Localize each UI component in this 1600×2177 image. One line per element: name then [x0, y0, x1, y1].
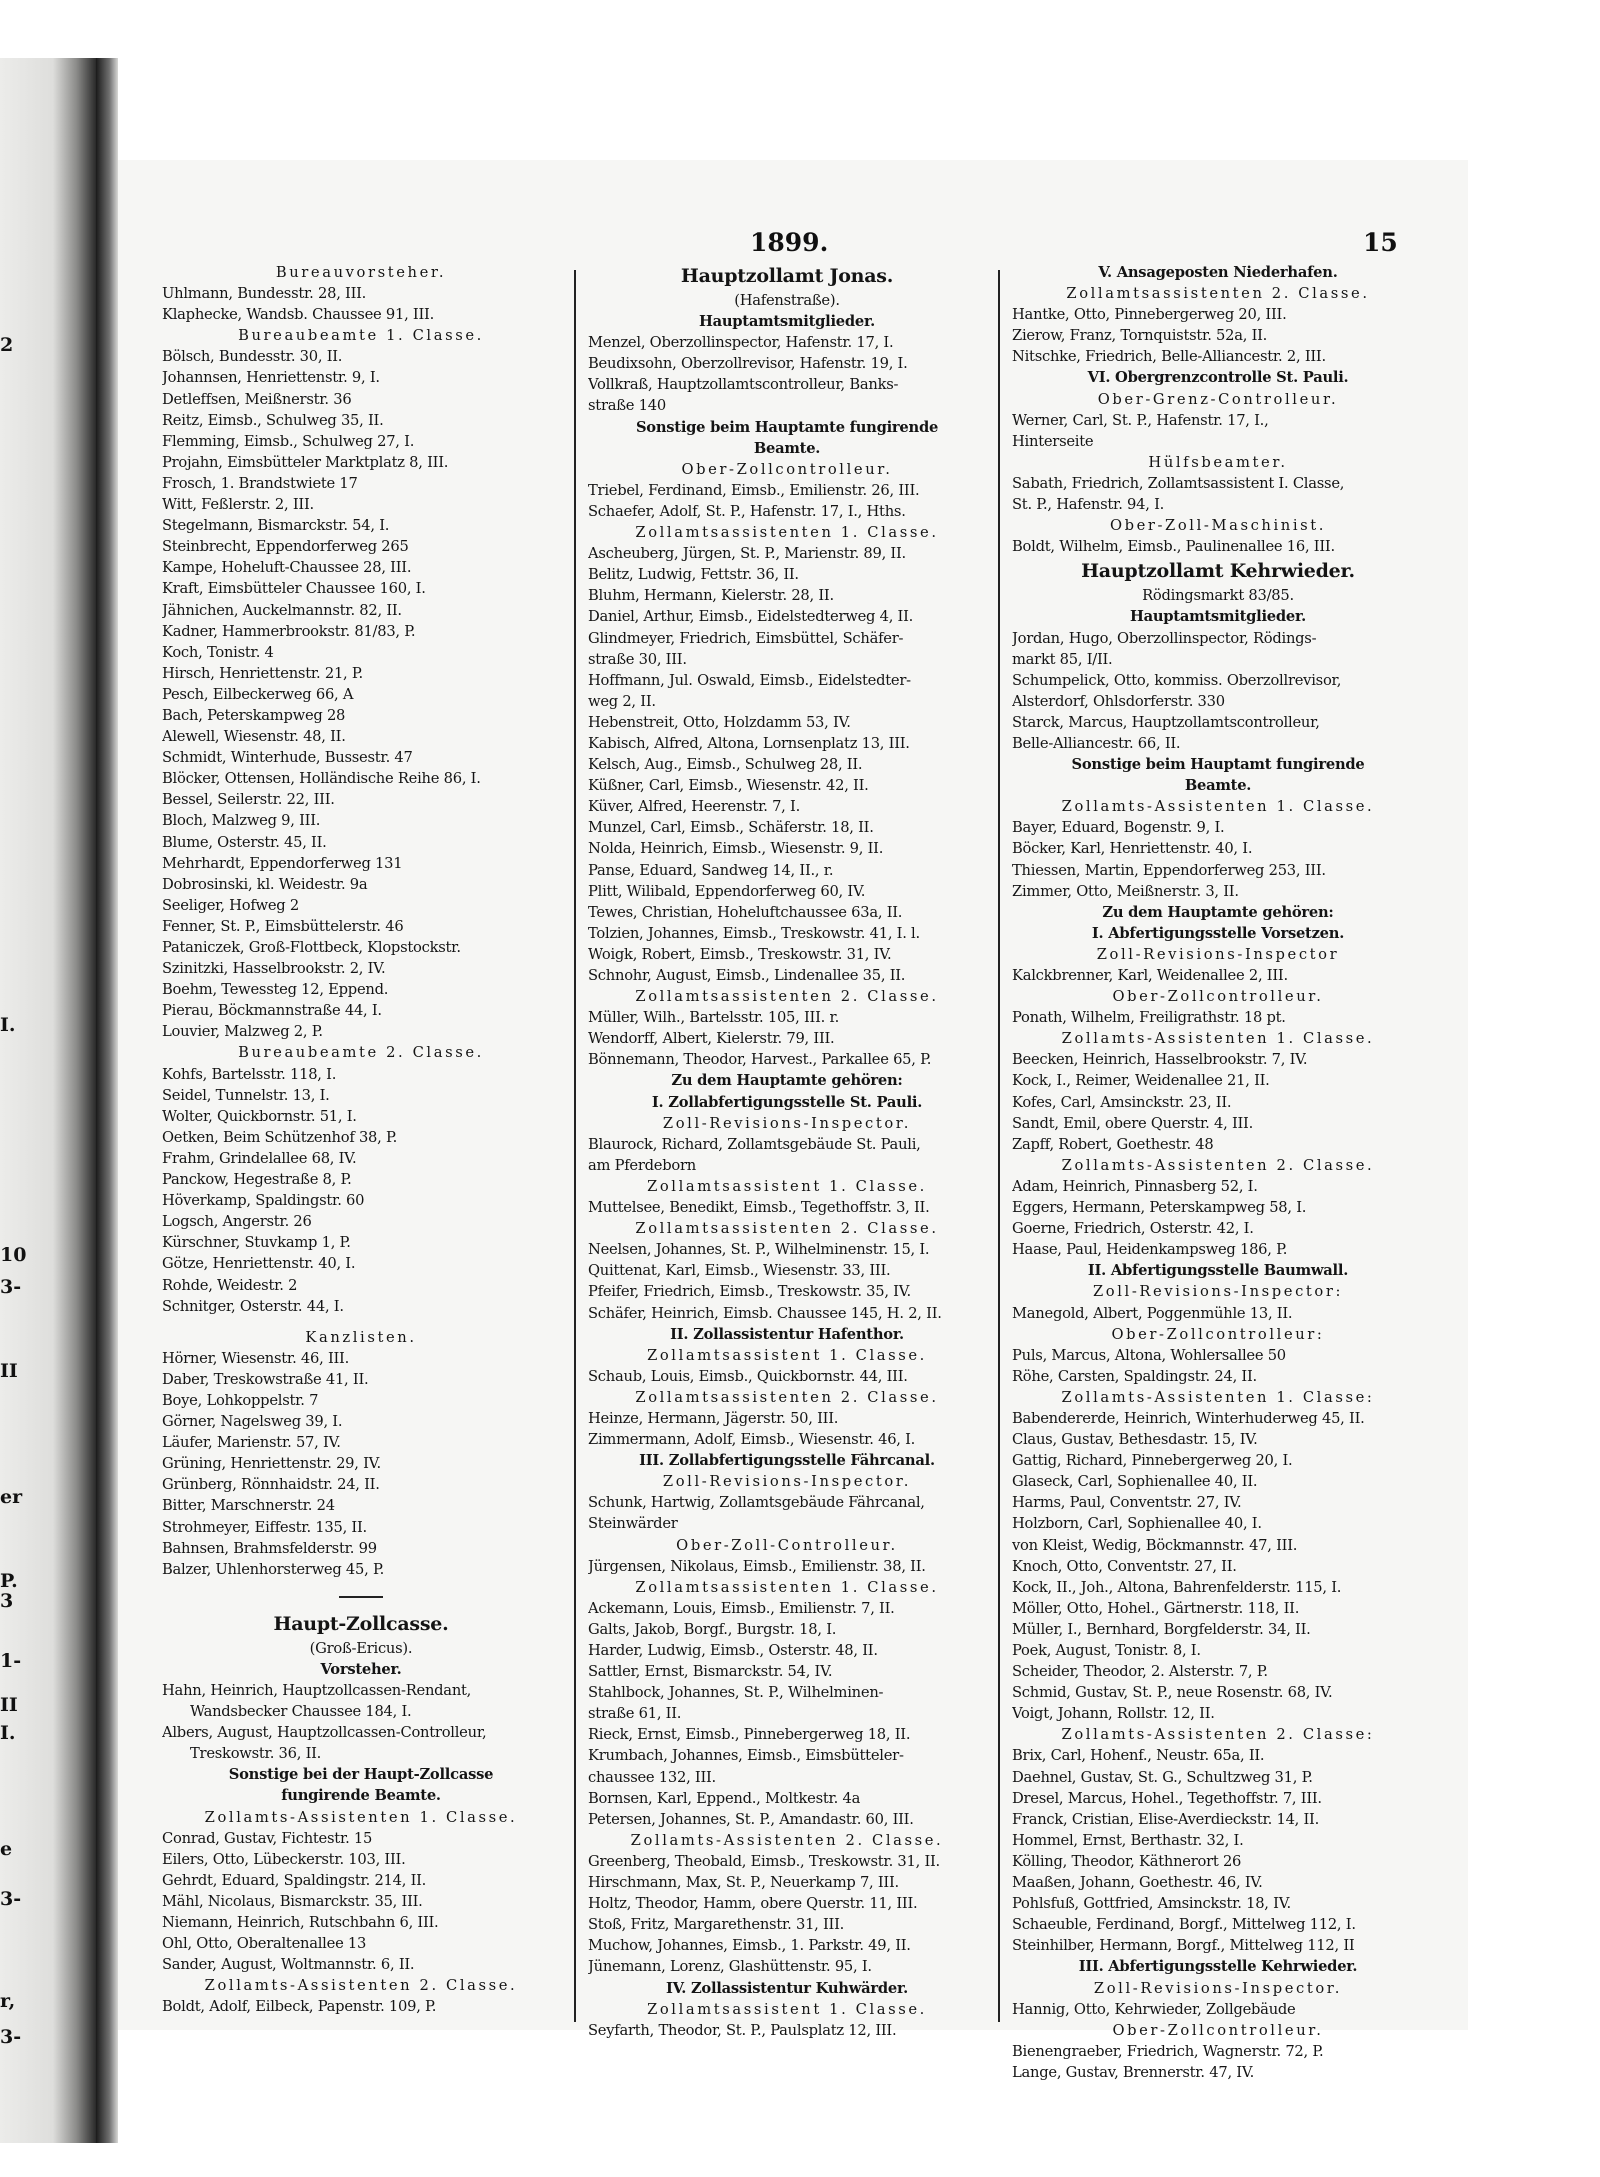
entry-line: Steinwärder: [588, 1515, 678, 1533]
entry-line: Zapff, Robert, Goethestr. 48: [1012, 1135, 1214, 1153]
entry-line: Pierau, Böckmannstraße 44, I.: [162, 1002, 382, 1020]
entry-line: Hebenstreit, Otto, Holzdamm 53, IV.: [588, 713, 851, 731]
entry-line: Dobrosinski, kl. Weidestr. 9a: [162, 875, 368, 893]
rank-heading: Zollamtsassistent 1. Classe.: [647, 1346, 927, 1364]
entry-line: Puls, Marcus, Altona, Wohlersallee 50: [1012, 1346, 1286, 1364]
rank-heading: Zollamts-Assistenten 1. Classe.: [1061, 798, 1375, 816]
rank-heading: Bureaubeamte 1. Classe.: [238, 327, 484, 345]
entry-line: Babendererde, Heinrich, Winterhuderweg 45, II.: [1012, 1409, 1365, 1427]
margin-fragment: 3: [0, 1590, 14, 1612]
entry-line: Voigt, Johann, Rollstr. 12, II.: [1012, 1705, 1215, 1723]
rank-heading: Zoll-Revisions-Inspector: [1096, 945, 1340, 963]
rank-heading: Ober-Zoll-Maschinist.: [1109, 517, 1327, 535]
entry-line: Menzel, Oberzollinspector, Hafenstr. 17, I.: [588, 334, 894, 352]
office-title: Hauptzollamt Jonas.: [680, 265, 894, 287]
entry-line: Sandt, Emil, obere Querstr. 4, III.: [1012, 1114, 1254, 1132]
office-address: (Hafenstraße).: [734, 292, 840, 309]
entry-line: Alsterdorf, Ohlsdorferstr. 330: [1012, 692, 1225, 710]
entry-line: Möller, Otto, Hohel., Gärtnerstr. 118, II.: [1012, 1599, 1300, 1617]
entry-line: Jähnichen, Auckelmannstr. 82, II.: [162, 601, 402, 619]
entry-line: Sander, August, Woltmannstr. 6, II.: [162, 1956, 415, 1974]
section-heading: Vorsteher.: [320, 1660, 402, 1678]
margin-fragment: 3-: [0, 1276, 22, 1298]
entry-line: Pataniczek, Groß-Flottbeck, Klopstockstr.: [162, 939, 461, 956]
rank-heading: Zollamtsassistenten 2. Classe.: [635, 1388, 939, 1406]
entry-line: Seidel, Tunnelstr. 13, I.: [162, 1086, 330, 1104]
entry-line: Götze, Henriettenstr. 40, I.: [162, 1255, 356, 1273]
entry-line: Seyfarth, Theodor, St. P., Paulsplatz 12, III.: [588, 2021, 897, 2039]
section-heading: V. Ansageposten Niederhafen.: [1098, 264, 1338, 281]
entry-line: Hirsch, Henriettenstr. 21, P.: [162, 664, 363, 682]
office-address: Rödingsmarkt 83/85.: [1142, 587, 1294, 605]
entry-line: Eggers, Hermann, Peterskampweg 58, I.: [1012, 1199, 1307, 1217]
section-heading: II. Abfertigungsstelle Baumwall.: [1087, 1262, 1349, 1280]
entry-line: Klaphecke, Wandsb. Chaussee 91, III.: [162, 306, 434, 324]
entry-line: Knoch, Otto, Conventstr. 27, II.: [1012, 1557, 1237, 1575]
office-address: (Groß-Ericus).: [309, 1639, 413, 1657]
entry-line: Uhlmann, Bundesstr. 28, III.: [162, 285, 367, 303]
entry-line: Läufer, Marienstr. 57, IV.: [162, 1434, 341, 1452]
entry-line: Treskowstr. 36, II.: [190, 1745, 322, 1763]
entry-line: Ohl, Otto, Oberaltenallee 13: [162, 1935, 367, 1953]
rank-heading: Zollamts-Assistenten 1. Classe:: [1061, 1388, 1375, 1406]
entry-line: Greenberg, Theobald, Eimsb., Treskowstr. 31, II.: [588, 1852, 940, 1870]
entry-line: Koch, Tonistr. 4: [162, 643, 274, 661]
rank-heading: Zollamts-Assistenten 2. Classe:: [1061, 1726, 1375, 1744]
entry-line: Kock, II., Joh., Altona, Bahrenfelderstr. 115, I.: [1012, 1578, 1342, 1596]
entry-line: Hoffmann, Jul. Oswald, Eimsb., Eidelstedter-: [588, 671, 911, 689]
entry-line: Nolda, Heinrich, Eimsb., Wiesenstr. 9, II.: [588, 840, 884, 858]
section-heading: Hauptamtsmitglieder.: [1129, 608, 1307, 626]
entry-line: Quittenat, Karl, Eimsb., Wiesenstr. 33, III.: [588, 1262, 891, 1280]
margin-fragment: 3-: [0, 1888, 22, 1910]
rank-heading: Zollamts-Assistenten 1. Classe.: [204, 1808, 518, 1826]
entry-line: Wolter, Quickbornstr. 51, I.: [162, 1107, 357, 1125]
entry-line: Brix, Carl, Hohenf., Neustr. 65a, II.: [1012, 1747, 1265, 1765]
entry-line: Witt, Feßlerstr. 2, III.: [162, 496, 314, 514]
margin-fragment: I.: [0, 1014, 16, 1036]
entry-line: Tewes, Christian, Hoheluftchaussee 63a, II.: [588, 903, 903, 921]
entry-line: Beudixsohn, Oberzollrevisor, Hafenstr. 19, I.: [588, 355, 908, 373]
rank-heading: Zollamts-Assistenten 2. Classe.: [630, 1831, 944, 1849]
entry-line: markt 85, I/II.: [1012, 650, 1113, 668]
entry-line: Schnohr, August, Eimsb., Lindenallee 35, II.: [588, 967, 906, 984]
entry-line: Eilers, Otto, Lübeckerstr. 103, III.: [162, 1850, 406, 1868]
section-heading: I. Zollabfertigungsstelle St. Pauli.: [651, 1093, 923, 1111]
rank-heading: Zollamtsassistenten 1. Classe.: [635, 524, 939, 542]
entry-line: Schaeuble, Ferdinand, Borgf., Mittelweg 112, I.: [1012, 1916, 1356, 1934]
entry-line: Bessel, Seilerstr. 22, III.: [162, 791, 335, 809]
entry-line: Wandsbecker Chaussee 184, I.: [190, 1703, 412, 1721]
section-heading: Sonstige beim Hauptamt fungirende: [1071, 756, 1365, 774]
margin-fragment: 1-: [0, 1650, 22, 1672]
entry-line: Muttelsee, Benedikt, Eimsb., Tegethoffstr. 3, II.: [588, 1199, 930, 1217]
entry-line: Schunk, Hartwig, Zollamtsgebäude Fährcanal,: [588, 1494, 925, 1512]
entry-line: Triebel, Ferdinand, Eimsb., Emilienstr. 26, III.: [588, 481, 920, 499]
spacer: [162, 1317, 560, 1327]
entry-line: Harder, Ludwig, Eimsb., Osterstr. 48, II.: [588, 1642, 878, 1659]
entry-line: Müller, I., Bernhard, Borgfelderstr. 34, II.: [1012, 1620, 1311, 1638]
entry-line: Schaefer, Adolf, St. P., Hafenstr. 17, I., Hths.: [588, 502, 906, 520]
rank-heading: Kanzlisten.: [305, 1328, 417, 1346]
entry-line: Daniel, Arthur, Eimsb., Eidelstedterweg 4, II.: [588, 608, 914, 626]
entry-line: Oetken, Beim Schützenhof 38, P.: [162, 1128, 398, 1146]
entry-line: Werner, Carl, St. P., Hafenstr. 17, I.,: [1012, 411, 1269, 429]
entry-line: Maaßen, Johann, Goethestr. 46, IV.: [1012, 1874, 1263, 1892]
entry-line: Kalckbrenner, Karl, Weidenallee 2, III.: [1012, 967, 1288, 984]
rank-heading: Ober-Grenz-Controlleur.: [1097, 390, 1339, 408]
entry-line: Niemann, Heinrich, Rutschbahn 6, III.: [162, 1914, 439, 1932]
entry-line: Stegelmann, Bismarckstr. 54, I.: [162, 517, 390, 535]
rank-heading: Zollamtsassistent 1. Classe.: [647, 2000, 927, 2018]
entry-line: Dresel, Marcus, Hohel., Tegethoffstr. 7, III.: [1012, 1789, 1322, 1807]
entry-line: Küßner, Carl, Eimsb., Wiesenstr. 42, II.: [588, 777, 869, 795]
directory-page: [118, 160, 1468, 2081]
section-heading: Beamte.: [753, 439, 821, 457]
entry-line: Louvier, Malzweg 2, P.: [162, 1023, 323, 1041]
rank-heading: Zoll-Revisions-Inspector.: [662, 1473, 912, 1491]
entry-line: Kölling, Theodor, Käthnerort 26: [1012, 1852, 1242, 1870]
entry-line: Seeliger, Hofweg 2: [162, 896, 299, 914]
entry-line: Zimmermann, Adolf, Eimsb., Wiesenstr. 46, I.: [588, 1431, 916, 1449]
column-2: [588, 262, 986, 2041]
entry-line: Detleffsen, Meißnerstr. 36: [162, 390, 352, 408]
entry-line: Krumbach, Johannes, Eimsb., Eimsbütteler-: [588, 1747, 904, 1765]
entry-line: Conrad, Gustav, Fichtestr. 15: [162, 1829, 373, 1847]
entry-line: Bloch, Malzweg 9, III.: [162, 812, 321, 830]
column-divider: [998, 270, 1000, 2022]
entry-line: Strohmeyer, Eiffestr. 135, II.: [162, 1518, 367, 1536]
entry-line: Neelsen, Johannes, St. P., Wilhelminenstr. 15, I.: [588, 1241, 930, 1259]
section-heading: Beamte.: [1184, 777, 1252, 795]
entry-line: Flemming, Eimsb., Schulweg 27, I.: [162, 432, 415, 450]
entry-line: Plitt, Wilibald, Eppendorferweg 60, IV.: [588, 882, 866, 900]
entry-line: Sattler, Ernst, Bismarckstr. 54, IV.: [588, 1663, 833, 1681]
entry-line: Starck, Marcus, Hauptzollamtscontrolleur,: [1012, 713, 1320, 731]
rank-heading: Zoll-Revisions-Inspector:: [1092, 1283, 1344, 1301]
entry-line: Mehrhardt, Eppendorferweg 131: [162, 854, 403, 872]
rank-heading: Ober-Zollcontrolleur.: [1112, 988, 1324, 1006]
entry-line: Kampe, Hoheluft-Chaussee 28, III.: [162, 559, 412, 577]
rank-heading: Ober-Zollcontrolleur.: [681, 460, 893, 478]
entry-line: Poek, August, Tonistr. 8, I.: [1012, 1642, 1201, 1659]
section-heading: fungirende Beamte.: [281, 1787, 441, 1805]
entry-line: Ponath, Wilhelm, Freiligrathstr. 18 pt.: [1012, 1009, 1286, 1027]
entry-line: Glindmeyer, Friedrich, Eimsbüttel, Schäfer-: [588, 629, 904, 647]
entry-line: Steinbrecht, Eppendorferweg 265: [162, 538, 409, 556]
rank-heading: Ober-Zoll-Controlleur.: [676, 1536, 898, 1554]
entry-line: Bahnsen, Brahmsfelderstr. 99: [162, 1539, 377, 1557]
entry-line: Schäfer, Heinrich, Eimsb. Chaussee 145, H. 2, II.: [588, 1304, 942, 1322]
entry-line: Thiessen, Martin, Eppendorferweg 253, III.: [1012, 861, 1326, 879]
entry-line: Galts, Jakob, Borgf., Burgstr. 18, I.: [588, 1620, 837, 1638]
entry-line: Boye, Lohkoppelstr. 7: [162, 1391, 319, 1409]
entry-line: Rieck, Ernst, Eimsb., Pinnebergerweg 18, II.: [588, 1726, 911, 1744]
entry-line: Belitz, Ludwig, Fettstr. 36, II.: [588, 566, 799, 584]
entry-line: Gehrdt, Eduard, Spaldingstr. 214, II.: [162, 1871, 427, 1889]
entry-line: Vollkraß, Hauptzollamtscontrolleur, Banks-: [588, 376, 899, 394]
entry-line: Schmid, Gustav, St. P., neue Rosenstr. 68, IV.: [1012, 1684, 1333, 1702]
entry-line: Schaub, Louis, Eimsb., Quickbornstr. 44, III.: [588, 1367, 908, 1385]
entry-line: Schumpelick, Otto, kommiss. Oberzollrevisor,: [1012, 671, 1342, 689]
entry-line: Albers, August, Hauptzollcassen-Controlleur,: [162, 1724, 487, 1742]
entry-line: Küver, Alfred, Heerenstr. 7, I.: [588, 798, 800, 816]
entry-line: Boldt, Wilhelm, Eimsb., Paulinenallee 16, III.: [1012, 538, 1335, 556]
entry-line: chaussee 132, III.: [588, 1768, 716, 1786]
entry-line: Hannig, Otto, Kehrwieder, Zollgebäude: [1012, 2000, 1296, 2018]
entry-line: Mähl, Nicolaus, Bismarckstr. 35, III.: [162, 1892, 423, 1910]
rank-heading: Zollamtsassistenten 1. Classe.: [635, 1578, 939, 1596]
entry-line: Adam, Heinrich, Pinnasberg 52, I.: [1012, 1177, 1258, 1195]
margin-fragment: I.: [0, 1722, 16, 1744]
entry-line: Kadner, Hammerbrookstr. 81/83, P.: [162, 622, 416, 640]
entry-line: Rohde, Weidestr. 2: [162, 1276, 298, 1294]
entry-line: Lange, Gustav, Brennerstr. 47, IV.: [1012, 2063, 1255, 2081]
entry-line: Bluhm, Hermann, Kielerstr. 28, II.: [588, 587, 834, 605]
entry-line: Gattig, Richard, Pinnebergerweg 20, I.: [1012, 1452, 1293, 1470]
entry-line: Blaurock, Richard, Zollamtsgebäude St. Pauli,: [588, 1135, 921, 1153]
entry-line: Bornsen, Karl, Eppend., Moltkestr. 4a: [588, 1789, 861, 1807]
office-title: Hauptzollamt Kehrwieder.: [1081, 560, 1355, 583]
page-number: 15: [1363, 228, 1398, 257]
left-page-shade: [0, 58, 96, 2143]
column-3: [1012, 262, 1424, 2083]
entry-line: Balzer, Uhlenhorsterweg 45, P.: [162, 1560, 385, 1578]
entry-line: Bach, Peterskampweg 28: [162, 706, 346, 724]
entry-line: Holzborn, Carl, Sophienallee 40, I.: [1012, 1515, 1262, 1533]
rank-heading: Zoll-Revisions-Inspector.: [662, 1114, 912, 1132]
section-heading: Zu dem Hauptamte gehören:: [671, 1072, 903, 1090]
entry-line: straße 61, II.: [588, 1705, 682, 1723]
rank-heading: Bureaubeamte 2. Classe.: [238, 1044, 484, 1062]
entry-line: Bayer, Eduard, Bogenstr. 9, I.: [1012, 819, 1225, 837]
entry-line: Höverkamp, Spaldingstr. 60: [162, 1192, 365, 1210]
entry-line: Franck, Cristian, Elise-Averdieckstr. 14, II.: [1012, 1810, 1320, 1828]
entry-line: Steinhilber, Hermann, Borgf., Mittelweg 112, II: [1012, 1937, 1355, 1955]
entry-line: Bölsch, Bundesstr. 30, II.: [162, 348, 343, 366]
entry-line: Panse, Eduard, Sandweg 14, II., r.: [588, 861, 834, 879]
entry-line: Projahn, Eimsbütteler Marktplatz 8, III.: [162, 453, 449, 471]
entry-line: Sabath, Friedrich, Zollamtsassistent I. Classe,: [1012, 474, 1345, 492]
entry-line: Grüning, Henriettenstr. 29, IV.: [162, 1455, 381, 1473]
entry-line: Nitschke, Friedrich, Belle-Alliancestr. 2, III.: [1012, 348, 1326, 366]
margin-fragment: r,: [0, 1990, 16, 2012]
section-heading: III. Zollabfertigungsstelle Fährcanal.: [639, 1452, 935, 1470]
rank-heading: Zoll-Revisions-Inspector.: [1093, 1979, 1343, 1997]
entry-line: Bitter, Marschnerstr. 24: [162, 1497, 335, 1515]
margin-fragment: P.: [0, 1570, 18, 1592]
entry-line: Jordan, Hugo, Oberzollinspector, Rödings-: [1012, 629, 1317, 647]
section-heading: I. Abfertigungsstelle Vorsetzen.: [1091, 924, 1345, 942]
entry-line: Jürgensen, Nikolaus, Eimsb., Emilienstr. 38, II.: [588, 1557, 926, 1575]
entry-line: Glaseck, Carl, Sophienallee 40, II.: [1012, 1473, 1258, 1491]
entry-line: Bönnemann, Theodor, Harvest., Parkallee 65, P.: [588, 1051, 932, 1069]
rank-heading: Zollamtsassistenten 2. Classe.: [635, 1220, 939, 1238]
entry-line: straße 30, III.: [588, 650, 687, 668]
entry-line: straße 140: [588, 397, 666, 415]
entry-line: Pohlsfuß, Gottfried, Amsinckstr. 18, IV.: [1012, 1895, 1291, 1913]
left-page-edge: [0, 58, 96, 2143]
entry-line: Belle-Alliancestr. 66, II.: [1012, 734, 1181, 752]
entry-line: Harms, Paul, Conventstr. 27, IV.: [1012, 1494, 1242, 1512]
entry-line: Kürschner, Stuvkamp 1, P.: [162, 1234, 351, 1252]
rank-heading: Ober-Zollcontrolleur.: [1112, 2021, 1324, 2039]
entry-line: Logsch, Angerstr. 26: [162, 1213, 312, 1231]
entry-line: Stahlbock, Johannes, St. P., Wilhelminen-: [588, 1684, 884, 1702]
margin-fragment: er: [0, 1486, 23, 1508]
entry-line: Hantke, Otto, Pinnebergerweg 20, III.: [1012, 306, 1287, 324]
entry-line: Ackemann, Louis, Eimsb., Emilienstr. 7, II.: [588, 1599, 895, 1617]
book-gutter: [96, 58, 118, 2143]
rank-heading: Hülfsbeamter.: [1148, 453, 1288, 471]
entry-line: Frahm, Grindelallee 68, IV.: [162, 1149, 357, 1167]
rank-heading: Zollamtsassistenten 2. Classe.: [1066, 285, 1370, 303]
entry-line: Kofes, Carl, Amsinckstr. 23, II.: [1012, 1093, 1232, 1111]
entry-line: Daber, Treskowstraße 41, II.: [162, 1370, 369, 1388]
section-heading: Zu dem Hauptamte gehören:: [1102, 903, 1334, 921]
section-heading: II. Zollassistentur Hafenthor.: [670, 1325, 904, 1343]
entry-line: Frosch, 1. Brandstwiete 17: [162, 474, 358, 492]
entry-line: Tolzien, Johannes, Eimsb., Treskowstr. 41, I. l.: [588, 924, 920, 942]
rank-heading: Ober-Zollcontrolleur:: [1111, 1325, 1325, 1343]
entry-line: Boehm, Tewessteg 12, Eppend.: [162, 981, 389, 999]
margin-fragment: 10: [0, 1244, 27, 1266]
entry-line: Görner, Nagelsweg 39, I.: [162, 1413, 343, 1431]
rank-heading: Zollamtsassistent 1. Classe.: [647, 1177, 927, 1195]
entry-line: Muchow, Johannes, Eimsb., 1. Parkstr. 49, II.: [588, 1937, 911, 1955]
entry-line: Zierow, Franz, Tornquiststr. 52a, II.: [1012, 327, 1268, 345]
margin-fragment: 3-: [0, 2026, 22, 2048]
entry-line: Alewell, Wiesenstr. 48, II.: [162, 728, 346, 746]
entry-line: Bienengraeber, Friedrich, Wagnerstr. 72, P.: [1012, 2042, 1324, 2060]
entry-line: Schnitger, Osterstr. 44, I.: [162, 1297, 344, 1315]
section-rule: [339, 1596, 383, 1598]
entry-line: Reitz, Eimsb., Schulweg 35, II.: [162, 411, 384, 429]
entry-line: Pfeifer, Friedrich, Eimsb., Treskowstr. 35, IV.: [588, 1283, 911, 1301]
entry-line: Goerne, Friedrich, Osterstr. 42, I.: [1012, 1220, 1254, 1238]
entry-line: Heinze, Hermann, Jägerstr. 50, III.: [588, 1409, 839, 1427]
entry-line: Daehnel, Gustav, St. G., Schultzweg 31, P.: [1012, 1768, 1313, 1786]
entry-line: Hinterseite: [1012, 432, 1094, 450]
margin-fragment: 2: [0, 334, 14, 356]
section-heading: IV. Zollassistentur Kuhwärder.: [666, 1979, 908, 1997]
entry-line: von Kleist, Wedig, Böckmannstr. 47, III.: [1012, 1536, 1298, 1554]
section-heading: Sonstige beim Hauptamte fungirende: [635, 418, 939, 436]
entry-line: Fenner, St. P., Eimsbüttelerstr. 46: [162, 917, 404, 935]
entry-line: Stoß, Fritz, Margarethenstr. 31, III.: [588, 1916, 845, 1934]
entry-line: Kohfs, Bartelsstr. 118, I.: [162, 1065, 337, 1083]
entry-line: Manegold, Albert, Poggenmühle 13, II.: [1012, 1304, 1293, 1322]
entry-line: Müller, Wilh., Bartelsstr. 105, III. r.: [588, 1009, 840, 1027]
entry-line: Jünemann, Lorenz, Glashüttenstr. 95, I.: [588, 1958, 872, 1976]
entry-line: Munzel, Carl, Eimsb., Schäferstr. 18, II.: [588, 819, 874, 837]
entry-line: Schmidt, Winterhude, Bussestr. 47: [162, 749, 413, 767]
margin-fragment: II: [0, 1360, 18, 1382]
entry-line: Petersen, Johannes, St. P., Amandastr. 60, III.: [588, 1810, 914, 1828]
entry-line: Panckow, Hegestraße 8, P.: [162, 1171, 352, 1189]
section-heading: Sonstige bei der Haupt-Zollcasse: [228, 1766, 494, 1784]
entry-line: Boldt, Adolf, Eilbeck, Papenstr. 109, P.: [162, 1998, 437, 2016]
section-heading: III. Abfertigungsstelle Kehrwieder.: [1078, 1958, 1358, 1976]
column-1: [162, 262, 560, 2018]
entry-line: Ascheuberg, Jürgen, St. P., Marienstr. 89, II.: [588, 545, 906, 563]
entry-line: Böcker, Karl, Henriettenstr. 40, I.: [1012, 840, 1253, 858]
entry-line: am Pferdeborn: [588, 1156, 696, 1174]
entry-line: weg 2, II.: [588, 692, 656, 710]
entry-line: Wendorff, Albert, Kielerstr. 79, III.: [588, 1030, 835, 1048]
entry-line: Scheider, Theodor, 2. Alsterstr. 7, P.: [1012, 1663, 1268, 1681]
margin-fragment: II: [0, 1694, 18, 1716]
entry-line: Hörner, Wiesenstr. 46, III.: [162, 1349, 350, 1367]
entry-line: Grünberg, Rönnhaidstr. 24, II.: [162, 1476, 380, 1494]
entry-line: Johannsen, Henriettenstr. 9, I.: [162, 369, 380, 387]
rank-heading: Zollamts-Assistenten 1. Classe.: [1061, 1030, 1375, 1048]
entry-line: Röhe, Carsten, Spaldingstr. 24, II.: [1012, 1367, 1257, 1385]
rank-heading: Zollamtsassistenten 2. Classe.: [635, 988, 939, 1006]
entry-line: Kelsch, Aug., Eimsb., Schulweg 28, II.: [588, 756, 863, 774]
entry-line: Szinitzki, Hasselbrookstr. 2, IV.: [162, 960, 386, 978]
entry-line: Claus, Gustav, Bethesdastr. 15, IV.: [1012, 1431, 1258, 1449]
entry-line: Kraft, Eimsbütteler Chaussee 160, I.: [162, 580, 426, 598]
entry-line: Haase, Paul, Heidenkampsweg 186, P.: [1012, 1241, 1288, 1259]
rank-heading: Zollamts-Assistenten 2. Classe.: [1061, 1156, 1375, 1174]
entry-line: Blöcker, Ottensen, Holländische Reihe 86, I.: [162, 770, 481, 788]
office-title: Haupt-Zollcasse.: [273, 1612, 449, 1635]
rank-heading: Bureauvorsteher.: [275, 264, 447, 281]
margin-fragment: e: [0, 1838, 13, 1860]
entry-line: St. P., Hafenstr. 94, I.: [1012, 496, 1165, 514]
entry-line: Hahn, Heinrich, Hauptzollcassen-Rendant,: [162, 1682, 472, 1699]
entry-line: Kabisch, Alfred, Altona, Lornsenplatz 13, III.: [588, 734, 910, 752]
entry-line: Zimmer, Otto, Meißnerstr. 3, II.: [1012, 882, 1239, 900]
rank-heading: Zollamts-Assistenten 2. Classe.: [204, 1977, 518, 1995]
entry-line: Beecken, Heinrich, Hasselbrookstr. 7, IV.: [1012, 1051, 1308, 1069]
column-divider: [574, 270, 576, 2022]
page-year: 1899.: [750, 228, 829, 257]
entry-line: Pesch, Eilbeckerweg 66, A: [162, 685, 354, 703]
entry-line: Kock, I., Reimer, Weidenallee 21, II.: [1012, 1072, 1270, 1090]
entry-line: Blume, Osterstr. 45, II.: [162, 833, 327, 851]
entry-line: Hommel, Ernst, Berthastr. 32, I.: [1012, 1831, 1244, 1849]
section-heading: VI. Obergrenzcontrolle St. Pauli.: [1087, 369, 1349, 387]
entry-line: Holtz, Theodor, Hamm, obere Querstr. 11, III.: [588, 1895, 918, 1913]
entry-line: Hirschmann, Max, St. P., Neuerkamp 7, III.: [588, 1874, 899, 1892]
section-heading: Hauptamtsmitglieder.: [698, 313, 876, 331]
entry-line: Woigk, Robert, Eimsb., Treskowstr. 31, IV.: [588, 945, 892, 963]
